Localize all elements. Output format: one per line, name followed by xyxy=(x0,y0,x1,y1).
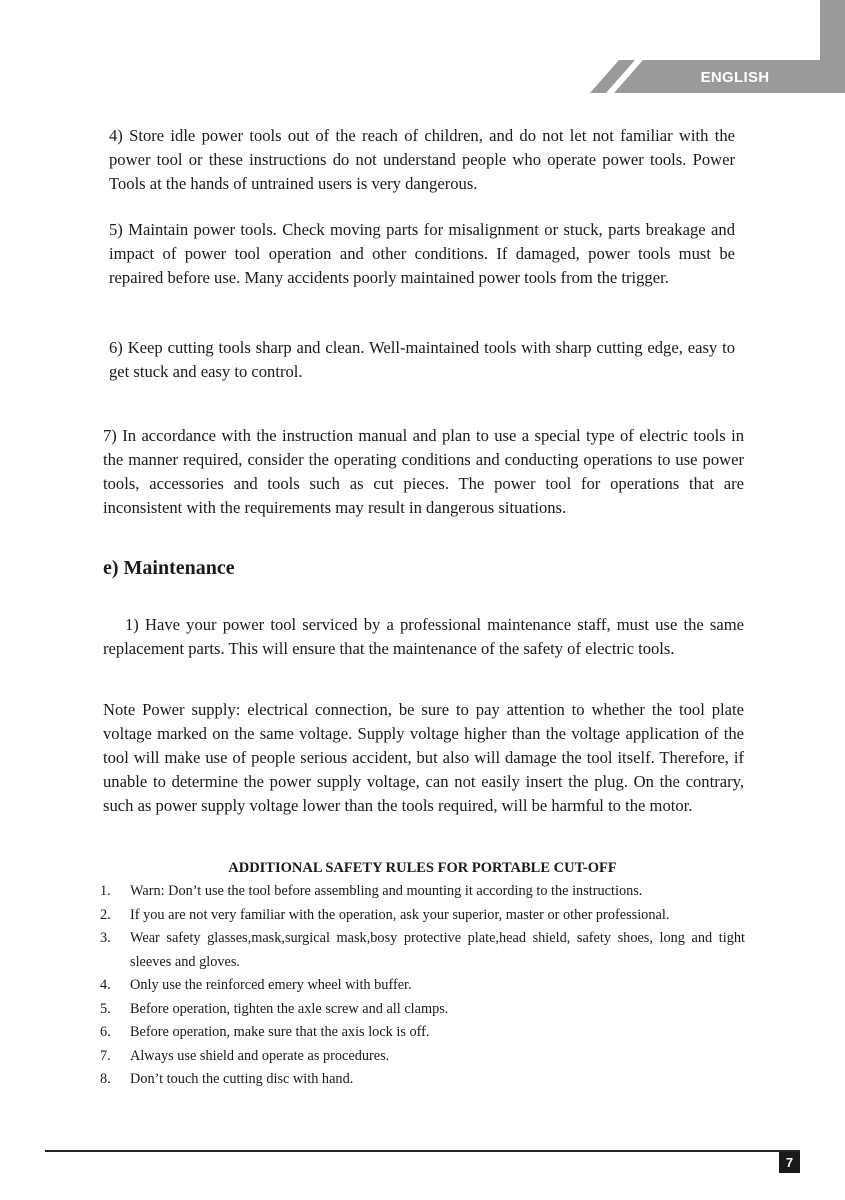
safety-rule-item xyxy=(100,1021,745,1045)
safety-rule-item xyxy=(100,1068,745,1092)
safety-rules-list xyxy=(100,880,745,1092)
rule-number: 5. xyxy=(100,1000,111,1017)
rule-text: Only use the reinforced emery wheel with buffer. xyxy=(130,977,412,993)
rule-text: Don’t touch the cutting disc with hand. xyxy=(130,1071,354,1087)
rule-text: Before operation, make sure that the axis lock is off. xyxy=(130,1024,430,1040)
page-number: 7 xyxy=(779,1152,800,1173)
paragraph-5: 5) Maintain power tools. Check moving parts for misalignment or stuck, parts breakage and impact of power tool operation and other conditions. If damaged, power tools must be repaired before use. Many accidents poorly maintained power tools from the trigger. xyxy=(109,220,735,287)
rule-number: 2. xyxy=(100,906,111,923)
safety-rule-item xyxy=(100,1045,745,1069)
safety-rule-item xyxy=(100,998,745,1022)
rule-number: 3. xyxy=(100,930,111,946)
rule-number: 4. xyxy=(100,977,111,993)
paragraph-6: 6) Keep cutting tools sharp and clean. Well-maintained tools with sharp cutting edge, easy to get stuck and easy to control. xyxy=(109,338,735,381)
rule-number: 1. xyxy=(100,883,111,899)
rule-text: Always use shield and operate as procedures. xyxy=(130,1047,390,1064)
rule-text: Wear safety glasses,mask,surgical mask,bosy protective plate,head shield, safety shoes, long and tight sleeves and gloves. xyxy=(130,930,745,970)
paragraph-4: 4) Store idle power tools out of the reach of children, and do not let not familiar with the power tool or these instructions do not understand people who operate power tools. Power Tools at the hands of untrained users is very dangerous. xyxy=(109,126,735,193)
footer-divider xyxy=(45,1150,800,1152)
rule-number: 6. xyxy=(100,1024,111,1040)
safety-rule-item xyxy=(100,974,745,998)
maintenance-paragraph-1: 1) Have your power tool serviced by a professional maintenance staff, must use the same replacement parts. This will ensure that the maintenance of the safety of electric tools. xyxy=(103,615,744,658)
maintenance-heading: e) Maintenance xyxy=(103,557,235,579)
page-tab-bar xyxy=(820,0,845,63)
safety-rule-item xyxy=(100,904,745,928)
power-supply-note: Note Power supply: electrical connection, be sure to pay attention to whether the tool plate voltage marked on the same voltage. Supply voltage higher than the voltage application of the tool will make use of people serious accident, but also will damage the tool itself. Therefore, if unable to determine the power supply voltage, can not easily insert the plug. On the contrary, such as power supply voltage lower than the tools required, will be harmful to the motor. xyxy=(103,700,744,815)
language-banner xyxy=(590,60,845,93)
rule-text: If you are not very familiar with the operation, ask your superior, master or other professional. xyxy=(130,906,670,923)
rule-text: Warn: Don’t use the tool before assembling and mounting it according to the instructions. xyxy=(130,883,643,899)
rule-text: Before operation, tighten the axle screw and all clamps. xyxy=(130,1000,449,1017)
paragraph-7: 7) In accordance with the instruction manual and plan to use a special type of electric tools in the manner required, consider the operating conditions and conducting operations to use power tools, accessories and tools such as cut pieces. The power tool for operations that are inconsistent with the requirements may result in dangerous situations. xyxy=(103,426,744,517)
rule-number: 7. xyxy=(100,1047,111,1064)
safety-rules-title: ADDITIONAL SAFETY RULES FOR PORTABLE CUT-OFF xyxy=(228,860,617,876)
safety-rule-item xyxy=(100,927,745,974)
rule-number: 8. xyxy=(100,1071,111,1087)
safety-rule-item xyxy=(100,880,745,904)
language-label: ENGLISH xyxy=(700,69,770,86)
